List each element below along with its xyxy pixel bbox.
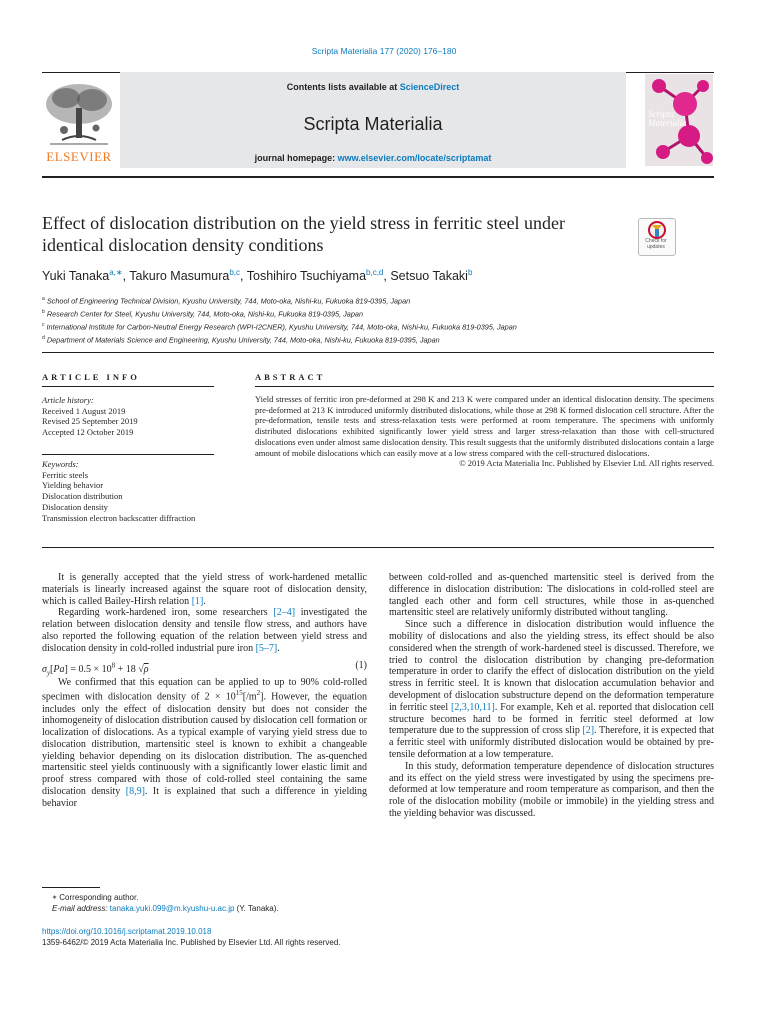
email-link[interactable]: tanaka.yuki.099@m.kyushu-u.ac.jp [109, 903, 235, 913]
paragraph: Since such a difference in dislocation distribution would influence the mobility of dislocations and also the yielding stress, its effect should be also considered when the strength of work-hardened steel is discussed. Therefore, we tried to control the dislocation distribution by changing pre-deformation temperature in order to clarify the effect of dislocation distribution on the yield stress in ferritic steel. It is known that dislocation accumulation behavior and development of dislocation substructure depend on the deformation temperature in ferritic steel [2,3,10,11]. For example, Keh et al. reported that dislocation cell structure becomes hard to be formed in ferritic steel deformed at low temperature due to the suppression of cross slip [2]. Therefore, it is expected that a ferritic steel with uniformly distributed dislocation would be obtained by pre-tensile deformation at a low temperature. [389, 619, 715, 760]
journal-citation-link[interactable]: Scripta Materialia 177 (2020) 176–180 [311, 46, 457, 56]
citation-link[interactable]: [5–7] [255, 642, 278, 654]
affiliation-item: $^d$ Department of Materials Science and Engineering, Kyushu University, 744, Moto-oka, Nishi-ku, Fukuoka 819-0395, Japan [42, 334, 440, 345]
page-bottom-info [42, 926, 714, 948]
elsevier-wordmark: ELSEVIER [46, 149, 112, 164]
author-affil-sup[interactable]: a,∗ [109, 268, 123, 277]
article-title: Effect of dislocation distribution on the yield stress in ferritic steel under identical dislocation density conditions [42, 213, 566, 255]
citation-link[interactable]: [2,3,10,11] [451, 701, 495, 713]
affiliation-item: $^b$ Research Center for Steel, Kyushu University, 744, Moto-oka, Nishi-ku, Fukuoka 819-0395, Japan [42, 308, 364, 319]
author-name[interactable]: Yuki Tanaka [42, 269, 110, 284]
issn-line: 1359-6462/© 2019 Acta Materialia Inc. Published by Elsevier Ltd. All rights reserved. [42, 938, 341, 947]
keyword: Yielding behavior [42, 480, 104, 491]
doi-link[interactable]: https://doi.org/10.1016/j.scriptamat.2019.10.018 [42, 927, 212, 936]
elsevier-logo [42, 78, 116, 148]
keywords-block: Keywords: Ferritic steels Yielding behavior Dislocation distribution Dislocation density Transmission electron backscatter diffraction [42, 459, 214, 523]
article-info-rule [42, 386, 214, 387]
journal-homepage: journal homepage: www.elsevier.com/locate/scriptamat [254, 153, 492, 163]
paragraph: Regarding work-hardened iron, some researchers [2–4] investigated the relation between dislocation density and tensile flow stress, and authors have also reported the following equation of the relation between yield stress and dislocation density in cold-rolled industrial pure iron [5–7]. [42, 607, 367, 654]
body-left-column [42, 572, 367, 810]
homepage-link[interactable]: www.elsevier.com/locate/scriptamat [337, 153, 492, 163]
citation-link[interactable]: [2] [582, 725, 595, 737]
body-top-rule [42, 547, 714, 548]
keyword: Dislocation distribution [42, 491, 123, 502]
citation-link[interactable]: [8,9] [125, 786, 145, 798]
author-affil-sup[interactable]: b,c,d [366, 268, 384, 277]
citation-link[interactable]: [1] [191, 595, 204, 607]
author-name[interactable]: Setsuo Takaki [390, 269, 468, 284]
keywords-rule [42, 454, 214, 455]
author-list: Yuki Tanaka$^{a,∗}$, Takuro Masumura$^{b,c}$, Toshihiro Tsuchiyama$^{b,c,d}$, Setsuo Takaki$^b$ [42, 268, 473, 284]
author-affil-sup[interactable]: b,c [229, 268, 241, 277]
affiliation-item: $^a$ School of Engineering Technical Division, Kyushu University, 744, Moto-oka, Nishi-ku, Fukuoka 819-0395, Japan [42, 296, 411, 306]
keyword: Ferritic steels [42, 469, 89, 480]
paragraph: We confirmed that this equation can be applied to up to 90% cold-rolled specimen with dislocation density of $2 \times 10^{15}[/m^2]$. However, the equation includes only the effect of dislocation density but does not consider the inhomogeneity of dislocation distribution caused by dislocation cell formation or localization of dislocations. As a typical example of varying yield stress due to dislocation distribution, martensitic steel is known to exhibit a changeable yielding behavior depending on its dislocation distribution. The as-quenched martensitic steel yields continuously with a significantly lower elastic limit and proof stress compared with those of cold-rolled steel containing the same dislocation density [8,9]. It is explained that such a difference in yielding behavior [42, 676, 367, 809]
paragraph: between cold-rolled and as-quenched martensitic steel is derived from the difference in dislocation distribution: The dislocations in cold-rolled steel are tangled each other and form cell structures, while those in as-quenched martensitic steel are relatively uniformly distributed without tangling. [389, 572, 714, 619]
equation-1 [42, 655, 367, 677]
affiliation-item: $^c$ International Institute for Carbon-Neutral Energy Research (WPI-I2CNER), Kyushu University, 744, Moto-oka, Nishi-ku, Fukuoka 819-0395, Japan [42, 321, 517, 332]
abstract-heading: ABSTRACT [255, 372, 326, 382]
paragraph: It is generally accepted that the yield stress of work-hardened metallic materials is linearly increased against the square root of dislocation density, which is called Bailey-Hirsh relation [1]. [42, 572, 367, 607]
sciencedirect-link[interactable]: ScienceDirect [399, 82, 460, 92]
crossmark-label: Check for updates [645, 238, 667, 250]
affiliation-list [42, 294, 702, 346]
article-info-heading: ARTICLE INFO [42, 372, 140, 382]
abstract-copyright: © 2019 Acta Materialia Inc. Published by Elsevier Ltd. All rights reserved. [459, 458, 714, 469]
journal-cover-image [645, 74, 713, 166]
affiliations-rule [42, 352, 714, 353]
footnote-rule [42, 887, 100, 888]
author-name[interactable]: Takuro Masumura [129, 269, 230, 284]
abstract-rule [255, 386, 714, 387]
article-history: Article history: Received 1 August 2019 Revised 25 September 2019 Accepted 12 October 2019 [42, 395, 138, 438]
header-bottom-rule [42, 176, 714, 178]
citation-link[interactable]: [2–4] [273, 607, 296, 619]
equation-number: (1) [355, 659, 367, 671]
cover-title: Scripta Materialia [648, 109, 687, 128]
paragraph: In this study, deformation temperature dependence of dislocation structures and its effect on the yield stress were investigated by using the specimens pre-deformed at low temperature and room temperature as comparison, and then the role of the dislocation mobility (mobile or immobile) in the yielding stress and the yielding behavior was discussed. [389, 760, 714, 819]
keyword: Transmission electron backscatter diffraction [42, 512, 196, 523]
equation-body: $\sigma_y[Pa] = 0.5 \times 10^8 + 18$ √ρ [42, 661, 149, 677]
footnote: ∗ Corresponding author. E-mail address: tanaka.yuki.099@m.kyushu-u.ac.jp (Y. Tanaka). [52, 893, 279, 913]
journal-title: Scripta Materialia [303, 114, 443, 134]
author-affil-sup[interactable]: b [467, 268, 473, 277]
abstract-text: Yield stresses of ferritic iron pre-deformed at 298 K and 213 K were compared under an identical dislocation density. The specimens pre-deformed at 213 K introduced uniformly distributed dislocations, while those at 298 K formed dislocation cell structure. After the pre-deformation, tensile tests and stress-relaxation tests were performed at room temperature. The specimens with uniformly distributed dislocations exhibited significantly lower yield stress and larger stress-relaxation than those with cell-structured dislocations even under almost same dislocation density. This result suggests that the uniformly distributed dislocations contain a large amount of mobile dislocations which can easily move at a low stress compared with the cell-structured dislocations. © 2019 Acta Materialia Inc. Published by Elsevier Ltd. All rights reserved. [255, 394, 714, 469]
contents-line: Contents lists available at ScienceDirect [286, 82, 460, 92]
keyword: Dislocation density [42, 501, 108, 512]
crossmark-button[interactable] [638, 218, 676, 256]
body-right-column [389, 572, 714, 820]
author-name[interactable]: Toshihiro Tsuchiyama [246, 269, 367, 284]
elsevier-tree-icon [42, 78, 116, 148]
